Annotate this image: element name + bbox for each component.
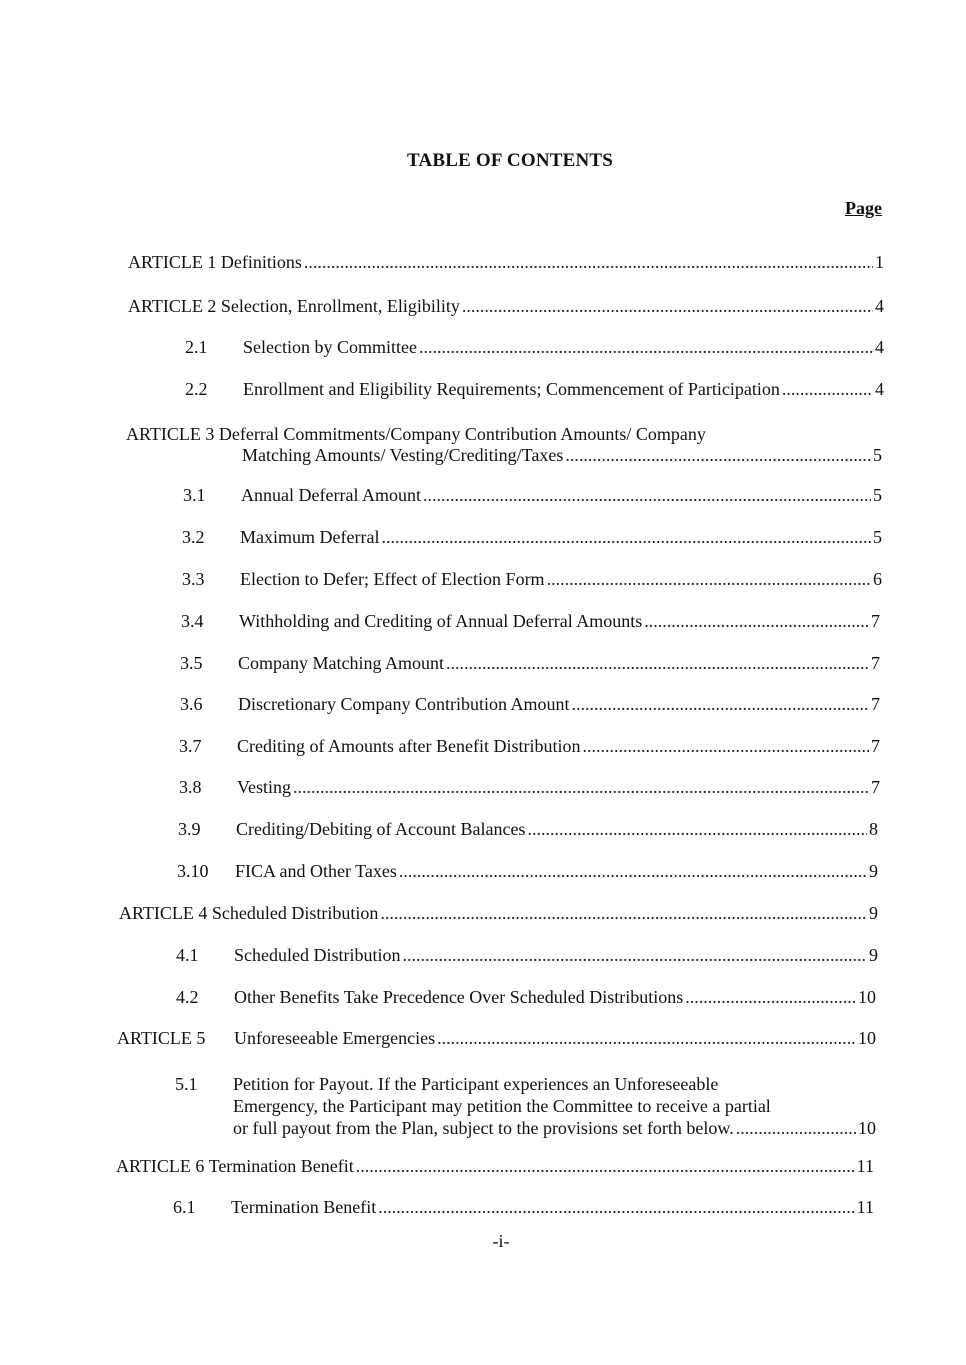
toc-entry-3-4[interactable] (181, 611, 880, 632)
toc-entry-number: 3.1 (183, 485, 206, 505)
toc-entry-page: 9 (869, 903, 878, 923)
toc-entry-number: 5.1 (175, 1074, 198, 1094)
toc-entry-article-5[interactable] (117, 1028, 876, 1049)
toc-entry-page: 8 (869, 819, 878, 839)
toc-entry-page: 11 (856, 1197, 874, 1217)
toc-entry-text: ARTICLE 6 Termination Benefit (116, 1156, 354, 1176)
toc-entry-3-5[interactable] (180, 653, 880, 674)
page-column-header: Page (845, 198, 882, 218)
toc-entry-page: 5 (873, 485, 882, 505)
toc-entry-3-8[interactable] (179, 777, 880, 798)
toc-entry-article-2[interactable] (128, 296, 884, 317)
toc-entry-text: Petition for Payout. If the Participant experiences an Unforeseeable (233, 1074, 719, 1094)
toc-entry-number: 2.2 (185, 379, 208, 399)
toc-entry-text: Scheduled Distribution (234, 945, 401, 965)
dot-leader (293, 777, 869, 798)
toc-entry-text: Other Benefits Take Precedence Over Scheduled Distributions (234, 987, 684, 1007)
toc-entry-text: Matching Amounts/ Vesting/Crediting/Taxes (242, 445, 564, 465)
toc-entry-text: Enrollment and Eligibility Requirements; Commencement of Participation (243, 379, 780, 399)
toc-entry-text: Vesting (237, 777, 291, 797)
toc-entry-3-1[interactable] (183, 485, 882, 506)
dot-leader (419, 337, 873, 358)
dot-leader (644, 611, 869, 632)
toc-entry-5-1-line1 (175, 1073, 771, 1095)
toc-entry-article-6[interactable] (116, 1156, 874, 1177)
toc-entry-2-2[interactable] (185, 379, 884, 400)
toc-entry-article-3[interactable] (242, 445, 882, 466)
toc-entry-article-1[interactable] (128, 252, 884, 273)
toc-entry-5-1-lines[interactable] (175, 1073, 771, 1117)
toc-entry-number: 4.2 (176, 987, 199, 1007)
toc-entry-page: 10 (858, 1118, 876, 1138)
toc-entry-page: 7 (871, 694, 880, 714)
toc-entry-text: Termination Benefit (231, 1197, 377, 1217)
toc-entry-5-1[interactable] (233, 1118, 876, 1139)
toc-entry-3-10[interactable] (177, 861, 878, 882)
dot-leader (527, 819, 867, 840)
toc-entry-page: 7 (871, 736, 880, 756)
toc-entry-page: 7 (871, 777, 880, 797)
toc-entry-text: ARTICLE 1 Definitions (128, 252, 302, 272)
dot-leader (565, 445, 871, 466)
toc-entry-3-7[interactable] (179, 736, 880, 757)
toc-entry-text: Crediting of Amounts after Benefit Distribution (237, 736, 581, 756)
page-footer-number: -i- (492, 1231, 510, 1251)
toc-entry-page: 9 (869, 945, 878, 965)
dot-leader (582, 736, 869, 757)
toc-entry-number: ARTICLE 5 (117, 1028, 206, 1048)
dot-leader (437, 1028, 856, 1049)
toc-entry-page: 7 (871, 611, 880, 631)
toc-entry-number: 4.1 (176, 945, 199, 965)
toc-entry-text: or full payout from the Plan, subject to the provisions set forth below. (233, 1118, 734, 1138)
dot-leader (402, 945, 867, 966)
dot-leader (685, 987, 856, 1008)
toc-entry-number: 3.2 (182, 527, 205, 547)
toc-entry-3-9[interactable] (178, 819, 878, 840)
toc-entry-text: Crediting/Debiting of Account Balances (236, 819, 526, 839)
toc-entry-number: 3.4 (181, 611, 204, 631)
dot-leader (380, 903, 867, 924)
toc-entry-text: ARTICLE 2 Selection, Enrollment, Eligibility (128, 296, 460, 316)
toc-entry-text: Withholding and Crediting of Annual Deferral Amounts (239, 611, 643, 631)
toc-entry-page: 7 (871, 653, 880, 673)
toc-entry-text: Selection by Committee (243, 337, 417, 357)
toc-entry-article-4[interactable] (119, 903, 878, 924)
dot-leader (304, 252, 873, 273)
toc-entry-text: FICA and Other Taxes (235, 861, 397, 881)
toc-entry-number: 6.1 (173, 1197, 196, 1217)
dot-leader (381, 527, 871, 548)
toc-entry-number: 3.9 (178, 819, 201, 839)
toc-entry-text: Maximum Deferral (240, 527, 380, 547)
toc-entry-number: 3.5 (180, 653, 203, 673)
toc-entry-text: ARTICLE 3 Deferral Commitments/Company Contribution Amounts/ Company (126, 424, 706, 444)
toc-entry-text: Company Matching Amount (238, 653, 444, 673)
dot-leader (571, 694, 869, 715)
toc-entry-4-2[interactable] (176, 987, 876, 1008)
toc-entry-number: 3.7 (179, 736, 202, 756)
toc-entry-5-1-line2: Emergency, the Participant may petition the Committee to receive a partial (233, 1096, 771, 1116)
toc-entry-3-3[interactable] (182, 569, 882, 590)
toc-entry-text: Unforeseeable Emergencies (234, 1028, 436, 1048)
toc-entry-page: 10 (858, 1028, 876, 1048)
toc-entry-page: 4 (875, 296, 884, 316)
dot-leader (378, 1197, 854, 1218)
toc-entry-page: 4 (875, 337, 884, 357)
toc-entry-4-1[interactable] (176, 945, 878, 966)
toc-entry-page: 10 (858, 987, 876, 1007)
toc-entry-3-6[interactable] (180, 694, 880, 715)
dot-leader (356, 1156, 855, 1177)
toc-entry-article-3-line1[interactable] (126, 423, 706, 445)
toc-entry-6-1[interactable] (173, 1197, 874, 1218)
toc-entry-number: 2.1 (185, 337, 208, 357)
toc-entry-page: 11 (856, 1156, 874, 1176)
toc-entry-3-2[interactable] (182, 527, 882, 548)
toc-entry-text: Discretionary Company Contribution Amount (238, 694, 570, 714)
dot-leader (736, 1118, 856, 1139)
dot-leader (399, 861, 867, 882)
dot-leader (782, 379, 873, 400)
toc-entry-text: Election to Defer; Effect of Election Form (240, 569, 545, 589)
toc-entry-2-1[interactable] (185, 337, 884, 358)
toc-entry-page: 5 (873, 445, 882, 465)
toc-entry-text: ARTICLE 4 Scheduled Distribution (119, 903, 379, 923)
toc-entry-page: 1 (875, 252, 884, 272)
toc-entry-page: 5 (873, 527, 882, 547)
toc-entry-page: 9 (869, 861, 878, 881)
dot-leader (423, 485, 871, 506)
toc-entry-number: 3.8 (179, 777, 202, 797)
dot-leader (446, 653, 869, 674)
toc-entry-number: 3.10 (177, 861, 209, 881)
toc-entry-number: 3.3 (182, 569, 205, 589)
page-title: TABLE OF CONTENTS (406, 150, 614, 171)
dot-leader (547, 569, 871, 590)
toc-entry-text: Annual Deferral Amount (241, 485, 421, 505)
dot-leader (462, 296, 873, 317)
toc-entry-page: 4 (875, 379, 884, 399)
toc-entry-page: 6 (873, 569, 882, 589)
toc-entry-number: 3.6 (180, 694, 203, 714)
